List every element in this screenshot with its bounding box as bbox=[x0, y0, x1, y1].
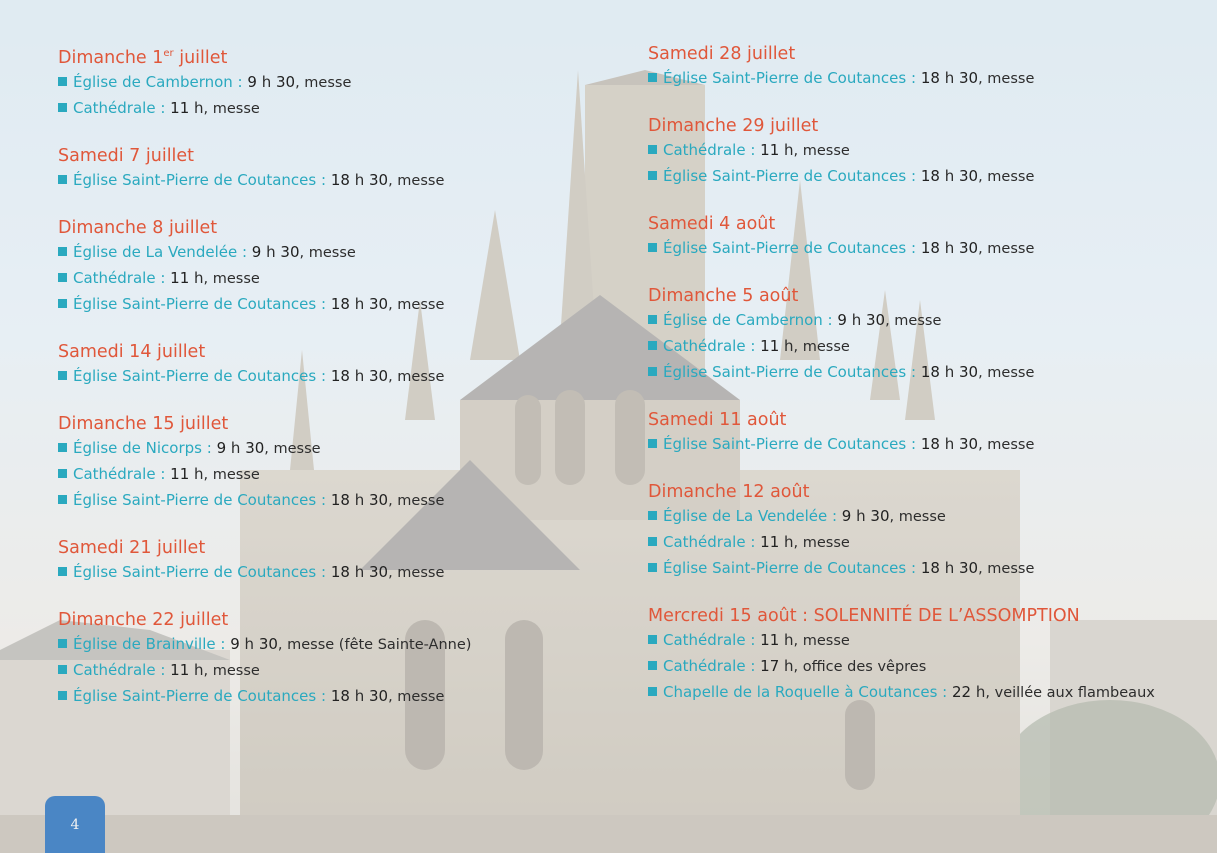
day-date-superscript: er bbox=[163, 48, 174, 59]
square-bullet-icon bbox=[648, 171, 657, 180]
entry-place: Cathédrale : bbox=[73, 98, 166, 117]
entry-minutes: 30 bbox=[958, 363, 979, 381]
schedule-entry: Église de Nicorps : 9 h 30, messe bbox=[58, 436, 618, 462]
day-date-suffix: juillet bbox=[173, 47, 228, 68]
entry-minutes: 30 bbox=[368, 562, 389, 581]
day-date-text: Dimanche 8 juillet bbox=[58, 217, 218, 238]
schedule-entry: Église de La Vendelée : 9 h 30, messe bbox=[648, 504, 1168, 530]
entry-hour: 11 bbox=[760, 533, 780, 551]
day-date-text: Dimanche 12 août bbox=[648, 482, 810, 502]
entry-hour: 11 bbox=[170, 660, 190, 679]
square-bullet-icon bbox=[58, 665, 67, 674]
entry-place: Église Saint-Pierre de Coutances : bbox=[73, 170, 327, 189]
day-date bbox=[648, 604, 1168, 628]
day-date bbox=[648, 480, 1168, 504]
entry-hour: 11 bbox=[170, 268, 190, 287]
entry-minutes: 30 bbox=[368, 366, 389, 385]
day-date bbox=[58, 608, 618, 632]
schedule-entry: Église Saint-Pierre de Coutances : 18 h 30, messe bbox=[648, 164, 1168, 190]
day-date-text: Dimanche 1 bbox=[58, 47, 164, 68]
day-date-text: Dimanche 5 août bbox=[648, 286, 799, 306]
entry-description: , messe bbox=[978, 169, 1035, 185]
entry-hour: 18 bbox=[330, 686, 350, 705]
entry-place: Cathédrale : bbox=[663, 533, 756, 551]
entry-place: Cathédrale : bbox=[663, 141, 756, 159]
schedule-entry: Église Saint-Pierre de Coutances : 18 h 30, messe bbox=[648, 66, 1168, 92]
entry-description: , veillée aux flambeaux bbox=[985, 685, 1155, 701]
entry-minutes: 30 bbox=[276, 72, 296, 91]
schedule-entry: Église de Cambernon : 9 h 30, messe bbox=[58, 70, 618, 96]
entry-description: , messe bbox=[978, 365, 1035, 381]
square-bullet-icon bbox=[58, 567, 67, 576]
square-bullet-icon bbox=[648, 687, 657, 696]
entry-description: , messe bbox=[203, 662, 260, 679]
entry-place: Chapelle de la Roquelle à Coutances : bbox=[663, 683, 948, 701]
entry-description: , messe bbox=[793, 143, 850, 159]
entry-description: , messe bbox=[978, 241, 1035, 257]
entry-minutes: 30 bbox=[958, 239, 979, 257]
entry-hour: 9 bbox=[837, 311, 847, 329]
entry-description: , messe bbox=[978, 71, 1035, 87]
entry-place: Église Saint-Pierre de Coutances : bbox=[663, 363, 917, 381]
schedule-entry: Église Saint-Pierre de Coutances : 18 h 30, messe bbox=[648, 556, 1168, 582]
schedule-entry: Église Saint-Pierre de Coutances : 18 h 30, messe bbox=[58, 684, 618, 710]
entry-hour: 18 bbox=[920, 239, 940, 257]
entry-description: , messe bbox=[388, 368, 445, 385]
day-block bbox=[58, 42, 618, 122]
entry-hour: 9 bbox=[216, 438, 227, 457]
entry-description: , messe bbox=[203, 100, 260, 117]
entry-place: Cathédrale : bbox=[73, 660, 166, 679]
square-bullet-icon bbox=[58, 691, 67, 700]
entry-description: , messe bbox=[264, 440, 321, 457]
square-bullet-icon bbox=[648, 73, 657, 82]
entry-description: , messe bbox=[203, 466, 260, 483]
page-number-badge bbox=[45, 796, 105, 853]
entry-place: Église Saint-Pierre de Coutances : bbox=[663, 69, 917, 87]
entry-place: Église Saint-Pierre de Coutances : bbox=[663, 435, 917, 453]
day-date-text: Samedi 7 juillet bbox=[58, 145, 195, 166]
day-block bbox=[58, 216, 618, 318]
entry-hour: 11 bbox=[170, 464, 190, 483]
square-bullet-icon bbox=[648, 145, 657, 154]
entry-minutes: 30 bbox=[280, 242, 300, 261]
entry-hour: 18 bbox=[330, 366, 350, 385]
entry-description: , messe bbox=[793, 633, 850, 649]
square-bullet-icon bbox=[648, 537, 657, 546]
entry-minutes: 30 bbox=[958, 435, 979, 453]
day-block bbox=[58, 340, 618, 390]
entry-hour: 22 bbox=[952, 683, 972, 701]
entry-minutes: 30 bbox=[866, 311, 886, 329]
entry-hour: 11 bbox=[170, 98, 190, 117]
day-block bbox=[648, 212, 1168, 262]
square-bullet-icon bbox=[648, 243, 657, 252]
day-block bbox=[648, 604, 1168, 706]
square-bullet-icon bbox=[648, 661, 657, 670]
day-date bbox=[648, 284, 1168, 308]
entry-place: Église de Cambernon : bbox=[73, 72, 243, 91]
entry-minutes: 30 bbox=[368, 686, 389, 705]
entry-hour: 9 bbox=[247, 72, 257, 91]
schedule-entry: Église Saint-Pierre de Coutances : 18 h 30, messe bbox=[648, 236, 1168, 262]
entry-place: Église Saint-Pierre de Coutances : bbox=[663, 559, 917, 577]
entry-hour: 11 bbox=[760, 631, 780, 649]
day-date-text: Samedi 4 août bbox=[648, 214, 776, 234]
entry-minutes: 30 bbox=[958, 559, 979, 577]
entry-minutes: 30 bbox=[368, 294, 389, 313]
day-date bbox=[648, 42, 1168, 66]
day-block bbox=[58, 412, 618, 514]
day-date bbox=[58, 216, 618, 240]
schedule-entry: Église Saint-Pierre de Coutances : 18 h 30, messe bbox=[58, 364, 618, 390]
entry-hour: 18 bbox=[920, 167, 940, 185]
entry-place: Cathédrale : bbox=[73, 464, 166, 483]
day-date-text: Mercredi 15 août : SOLENNITÉ DE L’ASSOMPTION bbox=[648, 606, 1080, 626]
day-date bbox=[648, 408, 1168, 432]
schedule-entry: Église de La Vendelée : 9 h 30, messe bbox=[58, 240, 618, 266]
day-block bbox=[648, 408, 1168, 458]
square-bullet-icon bbox=[58, 299, 67, 308]
entry-place: Église Saint-Pierre de Coutances : bbox=[73, 562, 327, 581]
schedule-entry: Chapelle de la Roquelle à Coutances : 22 h, veillée aux flambeaux bbox=[648, 680, 1168, 706]
entry-description: , messe bbox=[299, 244, 356, 261]
entry-description: , messe bbox=[978, 561, 1035, 577]
square-bullet-icon bbox=[648, 563, 657, 572]
entry-hour: 9 bbox=[841, 507, 852, 525]
entry-description: , messe bbox=[388, 564, 445, 581]
schedule-left-column bbox=[58, 42, 618, 732]
day-date bbox=[58, 340, 618, 364]
entry-description: , messe bbox=[793, 339, 850, 355]
square-bullet-icon bbox=[58, 175, 67, 184]
square-bullet-icon bbox=[648, 341, 657, 350]
day-date bbox=[58, 536, 618, 560]
square-bullet-icon bbox=[648, 511, 657, 520]
day-date-text: Dimanche 22 juillet bbox=[58, 609, 229, 630]
entry-hour: 11 bbox=[760, 337, 780, 355]
schedule-entry: Église Saint-Pierre de Coutances : 18 h 30, messe bbox=[58, 488, 618, 514]
entry-minutes: 30 bbox=[368, 490, 389, 509]
entry-minutes: 30 bbox=[368, 170, 389, 189]
schedule-entry: Cathédrale : 11 h, messe bbox=[648, 530, 1168, 556]
day-date-text: Dimanche 29 juillet bbox=[648, 116, 819, 136]
day-block bbox=[58, 536, 618, 586]
square-bullet-icon bbox=[58, 103, 67, 112]
entry-place: Église de La Vendelée : bbox=[663, 507, 838, 525]
entry-hour: 11 bbox=[760, 141, 780, 159]
page-number: 4 bbox=[70, 816, 80, 833]
entry-hour: 18 bbox=[920, 559, 940, 577]
entry-place: Cathédrale : bbox=[663, 631, 756, 649]
entry-minutes: 30 bbox=[958, 167, 979, 185]
schedule-entry: Cathédrale : 11 h, messe bbox=[58, 96, 618, 122]
entry-description: , messe bbox=[203, 270, 260, 287]
entry-description: , messe bbox=[388, 492, 445, 509]
square-bullet-icon bbox=[58, 639, 67, 648]
entry-hour: 9 bbox=[251, 242, 262, 261]
entry-place: Église Saint-Pierre de Coutances : bbox=[73, 366, 327, 385]
entry-description: , messe (fête Sainte-Anne) bbox=[277, 636, 472, 653]
square-bullet-icon bbox=[648, 439, 657, 448]
square-bullet-icon bbox=[58, 247, 67, 256]
day-block bbox=[648, 284, 1168, 386]
entry-place: Église de Brainville : bbox=[73, 634, 226, 653]
entry-hour: 18 bbox=[330, 294, 350, 313]
entry-place: Église Saint-Pierre de Coutances : bbox=[73, 490, 327, 509]
day-date-text: Samedi 21 juillet bbox=[58, 537, 206, 558]
day-date-text: Samedi 14 juillet bbox=[58, 341, 206, 362]
entry-hour: 18 bbox=[920, 363, 940, 381]
schedule-entry: Église Saint-Pierre de Coutances : 18 h 30, messe bbox=[58, 560, 618, 586]
entry-description: , office des vêpres bbox=[793, 659, 927, 675]
entry-place: Cathédrale : bbox=[73, 268, 166, 287]
entry-place: Église Saint-Pierre de Coutances : bbox=[663, 167, 917, 185]
entry-place: Cathédrale : bbox=[663, 337, 756, 355]
day-block bbox=[648, 114, 1168, 190]
square-bullet-icon bbox=[648, 635, 657, 644]
square-bullet-icon bbox=[58, 77, 67, 86]
square-bullet-icon bbox=[648, 367, 657, 376]
square-bullet-icon bbox=[648, 315, 657, 324]
day-date bbox=[58, 42, 618, 70]
schedule-entry: Cathédrale : 11 h, messe bbox=[58, 658, 618, 684]
entry-place: Église Saint-Pierre de Coutances : bbox=[73, 686, 327, 705]
entry-hour: 18 bbox=[330, 562, 350, 581]
schedule-entry: Cathédrale : 17 h, office des vêpres bbox=[648, 654, 1168, 680]
entry-description: , messe bbox=[388, 296, 445, 313]
entry-hour: 18 bbox=[330, 170, 350, 189]
entry-place: Église Saint-Pierre de Coutances : bbox=[73, 294, 327, 313]
schedule-entry: Église Saint-Pierre de Coutances : 18 h 30, messe bbox=[648, 432, 1168, 458]
day-block bbox=[58, 608, 618, 710]
entry-minutes: 30 bbox=[258, 634, 278, 653]
schedule-entry: Cathédrale : 11 h, messe bbox=[648, 628, 1168, 654]
schedule-entry: Cathédrale : 11 h, messe bbox=[648, 334, 1168, 360]
square-bullet-icon bbox=[58, 469, 67, 478]
schedule-entry: Église Saint-Pierre de Coutances : 18 h 30, messe bbox=[648, 360, 1168, 386]
entry-description: , messe bbox=[793, 535, 850, 551]
entry-description: , messe bbox=[889, 509, 946, 525]
schedule-entry: Cathédrale : 11 h, messe bbox=[58, 462, 618, 488]
day-date-text: Samedi 28 juillet bbox=[648, 44, 796, 64]
entry-place: Cathédrale : bbox=[663, 657, 756, 675]
day-date bbox=[648, 114, 1168, 138]
schedule-entry: Cathédrale : 11 h, messe bbox=[648, 138, 1168, 164]
day-block bbox=[648, 42, 1168, 92]
square-bullet-icon bbox=[58, 371, 67, 380]
entry-hour: 9 bbox=[230, 634, 240, 653]
entry-hour: 17 bbox=[760, 657, 780, 675]
schedule-entry: Église Saint-Pierre de Coutances : 18 h 30, messe bbox=[58, 292, 618, 318]
day-date-text: Samedi 11 août bbox=[648, 410, 787, 430]
entry-place: Église Saint-Pierre de Coutances : bbox=[663, 239, 917, 257]
entry-hour: 18 bbox=[920, 69, 940, 87]
entry-place: Église de Cambernon : bbox=[663, 311, 833, 329]
day-date-text: Dimanche 15 juillet bbox=[58, 413, 229, 434]
entry-description: , messe bbox=[388, 688, 445, 705]
entry-place: Église de La Vendelée : bbox=[73, 242, 248, 261]
entry-hour: 18 bbox=[920, 435, 940, 453]
day-date bbox=[58, 412, 618, 436]
square-bullet-icon bbox=[58, 443, 67, 452]
entry-minutes: 30 bbox=[958, 69, 979, 87]
entry-minutes: 30 bbox=[245, 438, 265, 457]
entry-description: , messe bbox=[388, 172, 445, 189]
schedule-right-column bbox=[648, 42, 1168, 728]
schedule-entry: Église Saint-Pierre de Coutances : 18 h 30, messe bbox=[58, 168, 618, 194]
day-block bbox=[58, 144, 618, 194]
entry-description: , messe bbox=[295, 74, 352, 91]
entry-description: , messe bbox=[978, 437, 1035, 453]
entry-place: Église de Nicorps : bbox=[73, 438, 212, 457]
day-date bbox=[58, 144, 618, 168]
schedule-entry: Église de Cambernon : 9 h 30, messe bbox=[648, 308, 1168, 334]
entry-description: , messe bbox=[885, 313, 942, 329]
square-bullet-icon bbox=[58, 495, 67, 504]
entry-hour: 18 bbox=[330, 490, 350, 509]
day-date bbox=[648, 212, 1168, 236]
day-block bbox=[648, 480, 1168, 582]
schedule-entry: Cathédrale : 11 h, messe bbox=[58, 266, 618, 292]
entry-minutes: 30 bbox=[870, 507, 890, 525]
square-bullet-icon bbox=[58, 273, 67, 282]
schedule-entry: Église de Brainville : 9 h 30, messe (fête Sainte-Anne) bbox=[58, 632, 618, 658]
